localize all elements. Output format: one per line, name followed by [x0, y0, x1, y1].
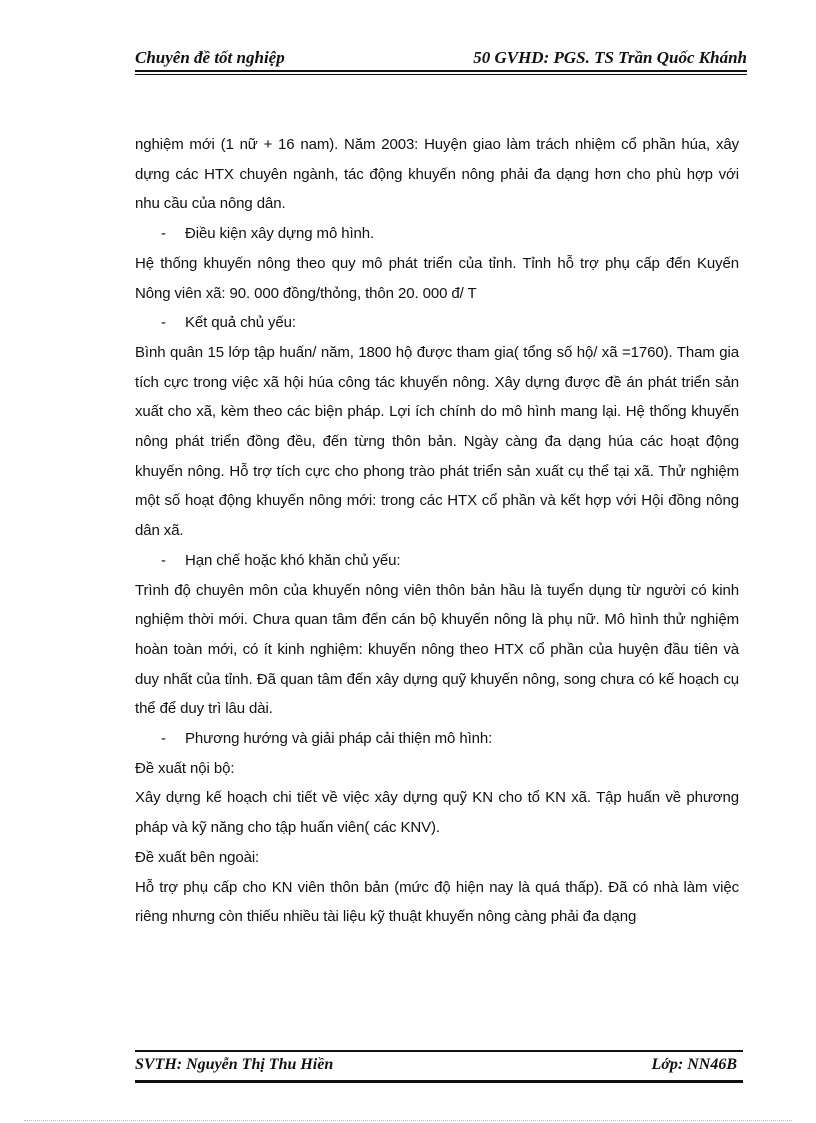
subheading: Đề xuất bên ngoài:	[135, 848, 260, 866]
bullet-item	[135, 308, 739, 338]
bullet-item	[135, 219, 739, 249]
paragraph: Xây dựng kế hoạch chi tiết về việc xây dựng quỹ KN cho tổ KN xã. Tập huấn về phương pháp và kỹ năng cho tập huấn viên( các KNV).	[135, 789, 739, 837]
bullet-dash: -	[161, 314, 166, 332]
bullet-item	[135, 546, 739, 576]
footer-class: Lớp: NN46B	[651, 1056, 737, 1073]
bullet-text: Điều kiện xây dựng mô hình.	[185, 225, 375, 243]
footer-rule-bottom	[135, 1080, 743, 1083]
paragraph: Trình độ chuyên môn của khuyến nông viên thôn bản hầu là tuyển dụng từ người có kinh nghiệm thời mới. Chưa quan tâm đến cán bộ khuyến nông là phụ nữ. Mô hình thử nghiệm hoàn toàn mới, có ít kinh nghiệm: khuyến nông theo HTX cổ phần của huyện đầu tiên và duy nhất của tỉnh. Đã quan tâm đến xây dựng quỹ khuyến nông, song chưa có kế hoạch cụ thể để duy trì lâu dài.	[135, 581, 739, 718]
footer-rule	[135, 1050, 743, 1052]
header-thesis-title: Chuyên đề tốt nghiệp	[135, 48, 285, 67]
bullet-text: Hạn chế hoặc khó khăn chủ yếu:	[185, 551, 401, 569]
paragraph: nghiệm mới (1 nữ + 16 nam). Năm 2003: Huyện giao làm trách nhiệm cổ phần húa, xây dựng các HTX chuyên ngành, tác động khuyến nông phải đa dạng hơn cho phù hợp với nhu cầu của nông dân.	[135, 136, 739, 213]
bullet-dash: -	[161, 730, 166, 748]
page-footer	[135, 1046, 743, 1086]
bullet-dash: -	[161, 551, 166, 569]
bullet-dash: -	[161, 225, 166, 243]
page-body	[135, 130, 739, 932]
page-header	[135, 44, 747, 72]
paragraph: Hỗ trợ phụ cấp cho KN viên thôn bản (mức độ hiện nay là quá thấp). Đã có nhà làm việc riêng nhưng còn thiếu nhiều tài liệu kỹ thuật khuyến nông càng phải đa dạng	[135, 878, 739, 926]
paragraph: Hệ thống khuyến nông theo quy mô phát triển của tỉnh. Tỉnh hỗ trợ phụ cấp đến Kuyến Nông viên xã: 90. 000 đồng/thỏng, thôn 20. 000 đ/ T	[135, 254, 739, 302]
header-rule	[135, 70, 747, 72]
header-rule-thin	[135, 74, 747, 75]
page-edge-divider	[24, 1120, 792, 1121]
bullet-text: Kết quả chủ yếu:	[185, 314, 296, 332]
bullet-item	[135, 724, 739, 754]
subheading: Đề xuất nội bộ:	[135, 759, 235, 777]
bullet-text: Phương hướng và giải pháp cải thiện mô hình:	[185, 730, 493, 748]
header-page-supervisor: 50 GVHD: PGS. TS Trần Quốc Khánh	[473, 48, 747, 67]
paragraph: Bình quân 15 lớp tập huấn/ năm, 1800 hộ được tham gia( tổng số hộ/ xã =1760). Tham gia tích cực trong việc xã hội húa công tác khuyến nông. Xây dựng được đề án phát triển sản xuất cho xã, kèm theo các biện pháp. Lợi ích chính do mô hình mang lại. Hệ thống khuyến nông phát triển đồng đều, đến từng thôn bản. Ngày càng đa dạng húa các hoạt động khuyến nông. Hỗ trợ tích cực cho phong trào phát triển sản xuất cụ thể tại xã. Thử nghiệm một số hoạt động khuyến nông mới: trong các HTX cổ phần và kết hợp với Hội đồng nông dân xã.	[135, 343, 739, 540]
footer-student-name: SVTH: Nguyễn Thị Thu Hiền	[135, 1056, 334, 1073]
